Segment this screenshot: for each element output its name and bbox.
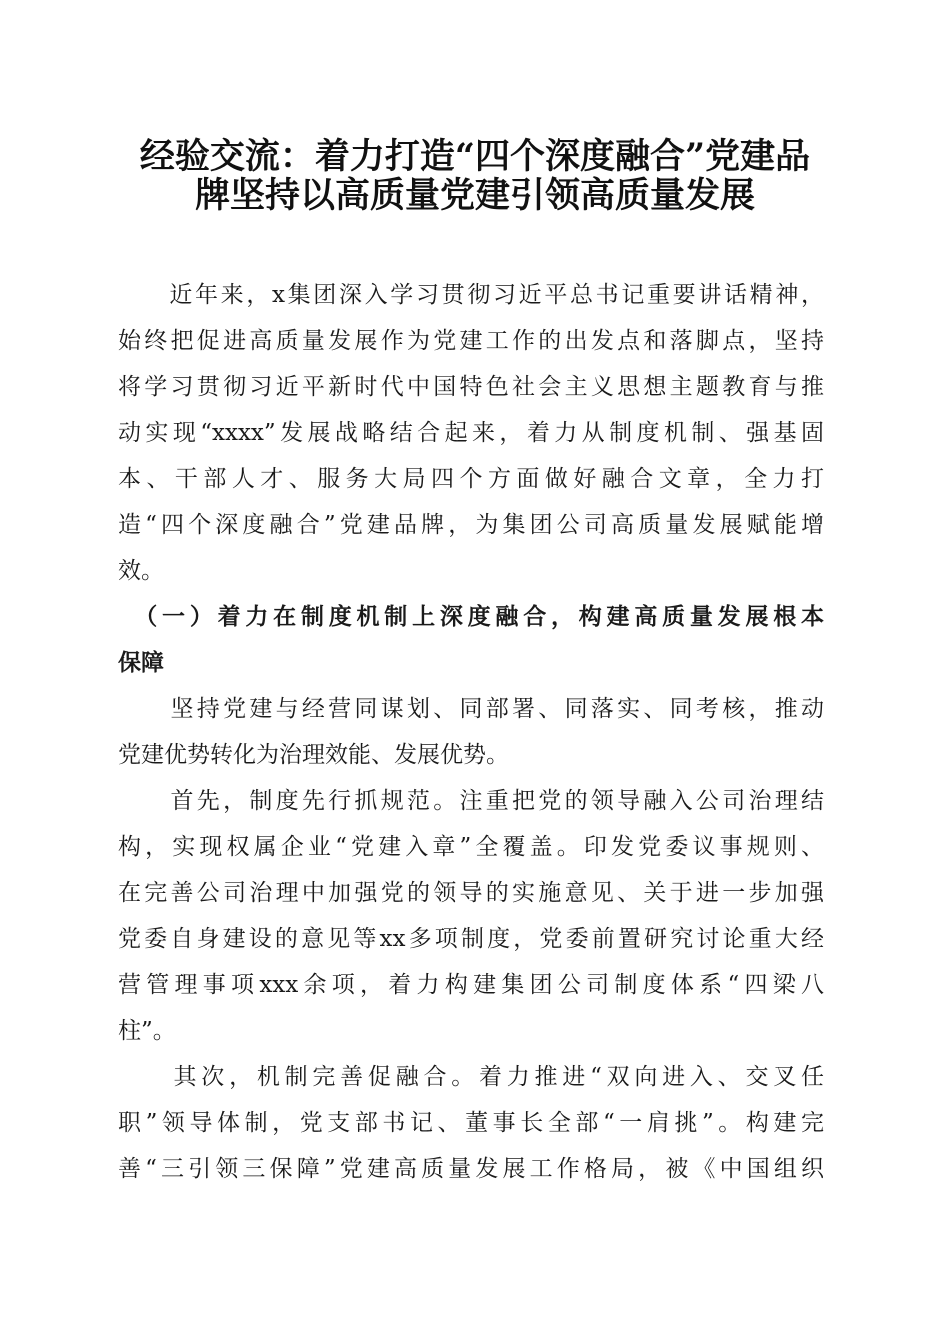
body-line-1: 近年来，x集团深入学习贯彻习近平总书记重要讲话精神， <box>118 282 824 308</box>
body-line-7: 效。 <box>118 558 164 584</box>
body-line-18: 其次，机制完善促融合。着力推进“双向进入、交叉任 <box>118 1064 824 1090</box>
body-line-14: 在完善公司治理中加强党的领导的实施意见、关于进一步加强 <box>118 880 824 906</box>
body-line-17: 柱”。 <box>118 1018 176 1044</box>
body-line-13: 构，实现权属企业“党建入章”全覆盖。印发党委议事规则、 <box>118 834 824 860</box>
body-line-5: 本、干部人才、服务大局四个方面做好融合文章，全力打 <box>118 466 824 492</box>
body-line-12: 首先，制度先行抓规范。注重把党的领导融入公司治理结 <box>118 788 824 814</box>
body-line-6: 造“四个深度融合”党建品牌，为集团公司高质量发展赋能增 <box>118 512 824 538</box>
body-line-10: 坚持党建与经营同谋划、同部署、同落实、同考核，推动 <box>118 696 824 722</box>
body-line-15: 党委自身建设的意见等xx多项制度，党委前置研究讨论重大经 <box>118 926 824 952</box>
body-line-2: 始终把促进高质量发展作为党建工作的出发点和落脚点，坚持 <box>118 328 824 354</box>
body-line-16: 营管理事项xxx余项，着力构建集团公司制度体系“四梁八 <box>118 972 824 998</box>
body-line-11: 党建优势转化为治理效能、发展优势。 <box>118 742 509 768</box>
body-line-20: 善“三引领三保障”党建高质量发展工作格局，被《中国组织 <box>118 1156 824 1182</box>
body-line-4: 动实现“xxxx”发展战略结合起来，着力从制度机制、强基固 <box>118 420 824 446</box>
body-line-3: 将学习贯彻习近平新时代中国特色社会主义思想主题教育与推 <box>118 374 824 400</box>
section-heading-line-2: 保障 <box>118 649 164 676</box>
document-title-line-2: 牌坚持以高质量党建引领高质量发展 <box>194 175 755 216</box>
body-line-19: 职”领导体制，党支部书记、董事长全部“一肩挑”。构建完 <box>118 1110 824 1136</box>
section-heading-line-1: （一）着力在制度机制上深度融合，构建高质量发展根本 <box>118 603 824 630</box>
document-title-line-1: 经验交流：着力打造“四个深度融合”党建品 <box>139 136 811 177</box>
